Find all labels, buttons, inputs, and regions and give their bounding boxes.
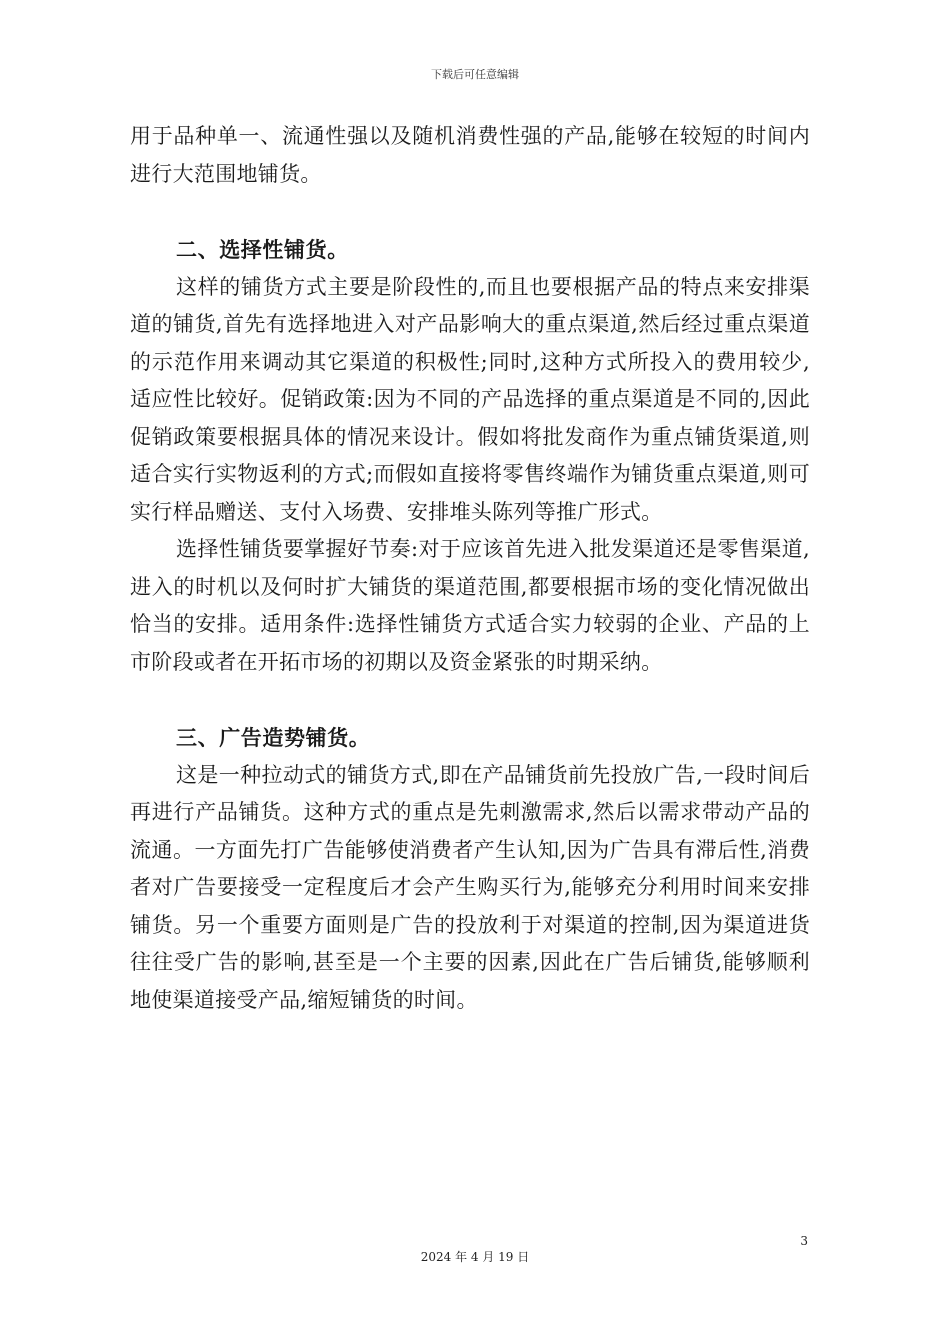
- paragraph-selective-rhythm: 选择性铺货要掌握好节奏:对于应该首先进入批发渠道还是零售渠道,进入的时机以及何时扩大铺货的渠道范围,都要根据市场的变化情况做出恰当的安排。适用条件:选择性铺货方式适合实力较弱的企业、产品的上市阶段或者在开拓市场的初期以及资金紧张的时期采纳。: [130, 537, 810, 674]
- page-footer-date: 2024 年 4 月 19 日: [420, 1250, 530, 1264]
- document-body: [130, 118, 810, 1019]
- paragraph-selective-distribution: 这样的铺货方式主要是阶段性的,而且也要根据产品的特点来安排渠道的铺货,首先有选择地进入对产品影响大的重点渠道,然后经过重点渠道的示范作用来调动其它渠道的积极性;同时,这种方式所投入的费用较少,适应性比较好。促销政策:因为不同的产品选择的重点渠道是不同的,因此促销政策要根据具体的情况来设计。假如将批发商作为重点铺货渠道,则适合实行实物返利的方式;而假如直接将零售终端作为铺货重点渠道,则可实行样品赠送、支付入场费、安排堆头陈列等推广形式。: [130, 274, 810, 524]
- section-heading-advertising-distribution: 三、广告造势铺货。: [176, 725, 371, 750]
- page-header-note: 下载后可任意编辑: [431, 68, 519, 81]
- paragraph-advertising-distribution: 这是一种拉动式的铺货方式,即在产品铺货前先投放广告,一段时间后再进行产品铺货。这种方式的重点是先刺激需求,然后以需求带动产品的流通。一方面先打广告能够使消费者产生认知,因为广告具有滞后性,消费者对广告要接受一定程度后才会产生购买行为,能够充分利用时间来安排铺货。另一个重要方面则是广告的投放利于对渠道的控制,因为渠道进货往往受广告的影响,甚至是一个主要的因素,因此在广告后铺货,能够顺利地使渠道接受产品,缩短铺货的时间。: [130, 762, 810, 1012]
- paragraph-intro-continuation: 用于品种单一、流通性强以及随机消费性强的产品,能够在较短的时间内进行大范围地铺货。: [130, 124, 810, 186]
- section-heading-selective-distribution: 二、选择性铺货。: [176, 237, 349, 262]
- page-number: 3: [800, 1234, 808, 1248]
